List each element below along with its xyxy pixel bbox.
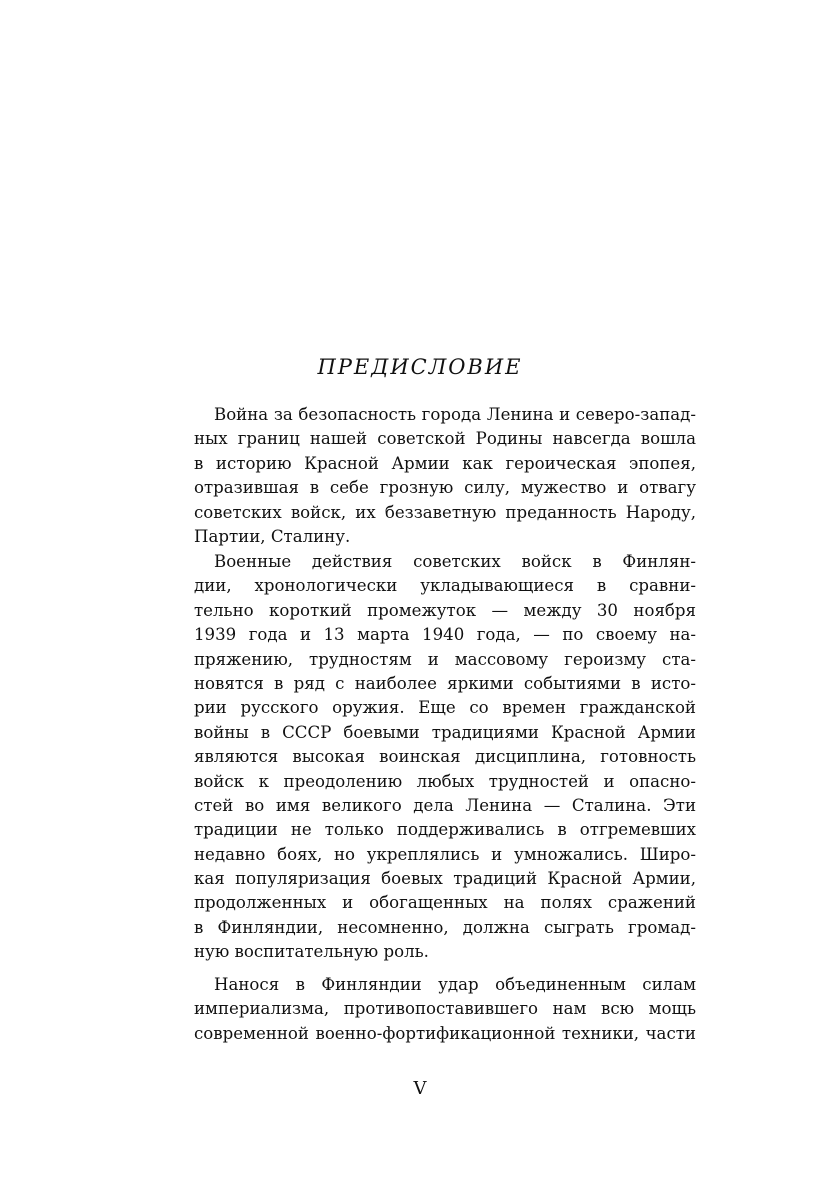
text-line: новятся в ряд с наиболее яркими событиями в исто-: [194, 673, 696, 693]
text-line: тельно короткий промежуток — между 30 ноября: [194, 600, 696, 620]
text-line: кая популяризация боевых традиций Красной Армии,: [194, 869, 696, 889]
text-line: недавно боях, но укреплялись и умножались. Широ-: [194, 844, 696, 864]
text-line: Военные действия советских войск в Финлян-: [214, 552, 696, 571]
page-number: V: [413, 1078, 427, 1099]
text-line: рии русского оружия. Еще со времен гражданской: [194, 698, 696, 718]
text-line: ных границ нашей советской Родины навсегда вошла: [194, 429, 696, 449]
text-line: в Финляндии, несомненно, должна сыграть громад-: [194, 917, 696, 937]
text-line: Нанося в Финляндии удар объединенным силам: [214, 975, 696, 994]
paragraph-3: [194, 973, 696, 1046]
text-line: продолженных и обогащенных на полях сражений: [194, 893, 696, 913]
text-line: являются высокая воинская дисциплина, готовность: [194, 747, 696, 767]
text-line: дии, хронологически укладывающиеся в сравни-: [194, 576, 696, 596]
paragraph-1: [194, 403, 696, 549]
text-line: Война за безопасность города Ленина и северо-запад-: [214, 405, 696, 424]
text-line: отразившая в себе грозную силу, мужество и отвагу: [194, 478, 696, 498]
paragraph-2: [194, 550, 696, 965]
text-line: в историю Красной Армии как героическая эпопея,: [194, 453, 696, 473]
text-line: 1939 года и 13 марта 1940 года, — по своему на-: [194, 625, 696, 645]
text-line: современной военно-фортификационной техники, части: [194, 1023, 696, 1043]
text-line: советских войск, их беззаветную преданность Народу,: [194, 502, 696, 522]
text-line: Партии, Сталину.: [194, 526, 351, 546]
text-line: ную воспитательную роль.: [194, 942, 429, 962]
page-title: ПРЕДИСЛОВИЕ: [317, 355, 523, 379]
text-line: войск к преодолению любых трудностей и опасно-: [194, 771, 696, 791]
text-line: войны в СССР боевыми традициями Красной Армии: [194, 722, 696, 742]
text-line: империализма, противопоставившего нам всю мощь: [194, 999, 696, 1019]
text-line: пряжению, трудностям и массовому героизму ста-: [194, 649, 696, 669]
text-line: традиции не только поддерживались в отгремевших: [194, 820, 696, 840]
text-line: стей во имя великого дела Ленина — Сталина. Эти: [194, 795, 696, 815]
